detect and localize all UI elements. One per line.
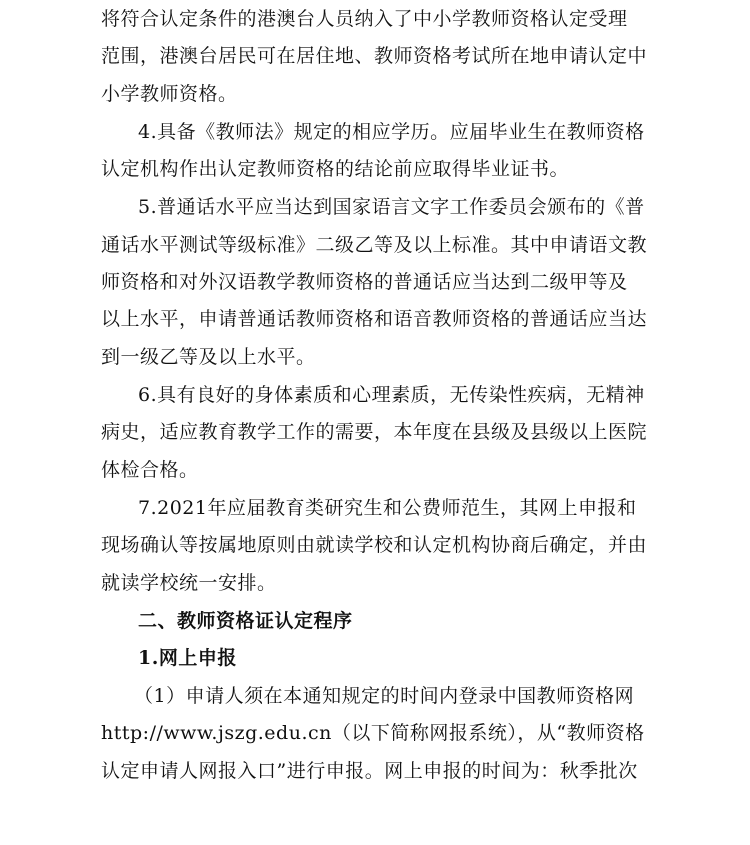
text-line: 4.具备《教师法》规定的相应学历。应届毕业生在教师资格 <box>138 121 645 143</box>
text-line: 就读学校统一安排。 <box>101 572 277 594</box>
text-line: 到一级乙等及以上水平。 <box>101 346 316 368</box>
subsection-heading: 1.网上申报 <box>138 647 237 669</box>
section-heading: 二、教师资格证认定程序 <box>138 610 353 632</box>
text-line: http://www.jszg.edu.cn（以下简称网报系统），从“教师资格 <box>101 722 645 744</box>
text-line: 通话水平测试等级标准》二级乙等及以上标准。其中申请语文教 <box>101 234 648 256</box>
text-line: 将符合认定条件的港澳台人员纳入了中小学教师资格认定受理 <box>101 8 628 30</box>
text-line: 6.具有良好的身体素质和心理素质，无传染性疾病，无精神 <box>138 384 645 406</box>
text-line: 认定申请人网报入口”进行申报。网上申报的时间为：秋季批次 <box>101 760 638 782</box>
text-line: 以上水平，申请普通话教师资格和语音教师资格的普通话应当达 <box>101 308 648 330</box>
text-line: 范围，港澳台居民可在居住地、教师资格考试所在地申请认定中 <box>101 45 648 67</box>
text-line: 7.2021年应届教育类研究生和公费师范生，其网上申报和 <box>138 497 637 519</box>
text-line: 体检合格。 <box>101 459 199 481</box>
text-line: 师资格和对外汉语教学教师资格的普通话应当达到二级甲等及 <box>101 271 628 293</box>
text-line: 认定机构作出认定教师资格的结论前应取得毕业证书。 <box>101 158 570 180</box>
text-line: 小学教师资格。 <box>101 83 238 105</box>
text-line: （1）申请人须在本通知规定的时间内登录中国教师资格网 <box>134 685 635 707</box>
text-line: 现场确认等按属地原则由就读学校和认定机构协商后确定，并由 <box>101 534 648 556</box>
text-line: 5.普通话水平应当达到国家语言文字工作委员会颁布的《普 <box>138 196 645 218</box>
text-line: 病史，适应教育教学工作的需要，本年度在县级及县级以上医院 <box>101 421 648 443</box>
